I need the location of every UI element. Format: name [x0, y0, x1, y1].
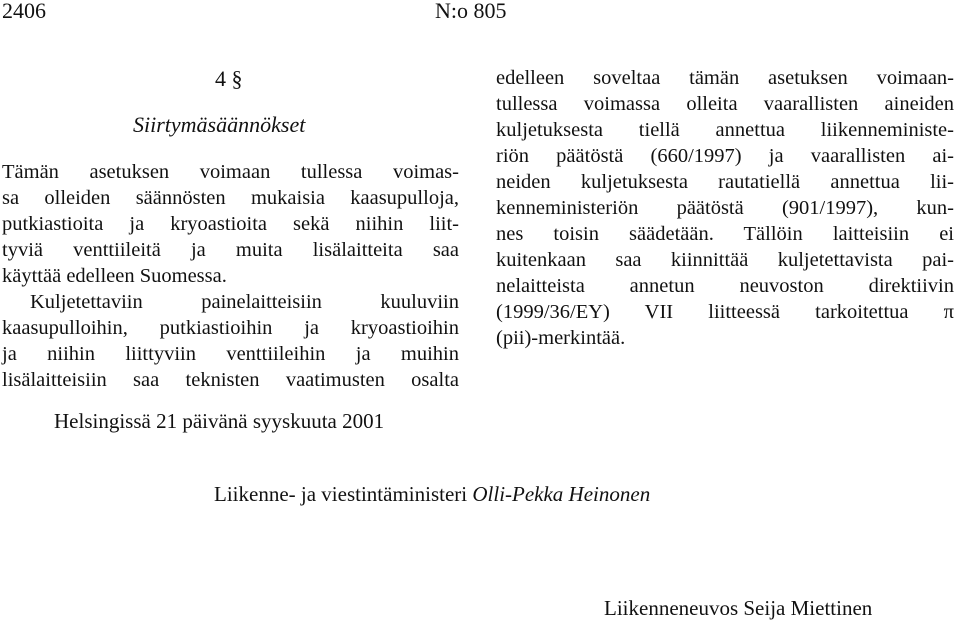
section-number: 4 §	[215, 66, 243, 91]
right-line-6: kenneministeriön päätöstä (901/1997), kun-	[496, 197, 954, 219]
left-line-1: Tämän asetuksen voimaan tullessa voimas-	[2, 161, 459, 183]
minister-name: Olli-Pekka Heinonen	[472, 482, 651, 506]
right-line-2: tullessa voimassa olleita vaarallisten aineiden	[496, 93, 954, 115]
right-line-9: nelaitteista annetun neuvoston direktiivin	[496, 275, 954, 297]
section-heading: Siirtymäsäännökset	[133, 112, 306, 137]
left-line-8: ja niihin liittyviin venttiileihin ja muihin	[2, 343, 459, 365]
right-line-8: kuitenkaan saa kiinnittää kuljetettavista pai-	[496, 249, 954, 271]
signoff-minister	[214, 482, 650, 507]
left-line-2: sa olleiden säännösten mukaisia kaasupulloja,	[2, 187, 459, 209]
page-number: 2406	[2, 0, 46, 23]
right-line-5: neiden kuljetuksesta rautatiellä annettua lii-	[496, 171, 954, 193]
right-line-4: riön päätöstä (660/1997) ja vaarallisten ai-	[496, 145, 954, 167]
minister-title: Liikenne- ja viestintäministeri	[214, 482, 468, 506]
left-line-7: kaasupulloihin, putkiastioihin ja kryoastioihin	[2, 317, 459, 339]
right-line-1: edelleen soveltaa tämän asetuksen voimaan-	[496, 67, 954, 89]
right-line-7: nes toisin säädetään. Tällöin laitteisiin ei	[496, 223, 954, 245]
left-line-4: tyviä venttiileitä ja muita lisälaitteita saa	[2, 239, 459, 261]
right-line-3: kuljetuksesta tiellä annettua liikenneministe-	[496, 119, 954, 141]
right-line-11: (pii)-merkintää.	[496, 327, 626, 349]
signoff-place-date: Helsingissä 21 päivänä syyskuuta 2001	[54, 409, 385, 433]
signoff-advisor: Liikenneneuvos Seija Miettinen	[604, 596, 873, 620]
left-line-6: Kuljetettaviin painelaitteisiin kuuluviin	[30, 291, 459, 313]
left-line-5: käyttää edelleen Suomessa.	[2, 265, 227, 287]
right-line-10: (1999/36/EY) VII liitteessä tarkoitettua π	[496, 301, 954, 323]
document-number: N:o 805	[435, 0, 507, 23]
left-line-9: lisälaitteisiin saa teknisten vaatimusten osalta	[2, 369, 459, 391]
left-line-3: putkiastioita ja kryoastioita sekä niihin liit-	[2, 213, 459, 235]
